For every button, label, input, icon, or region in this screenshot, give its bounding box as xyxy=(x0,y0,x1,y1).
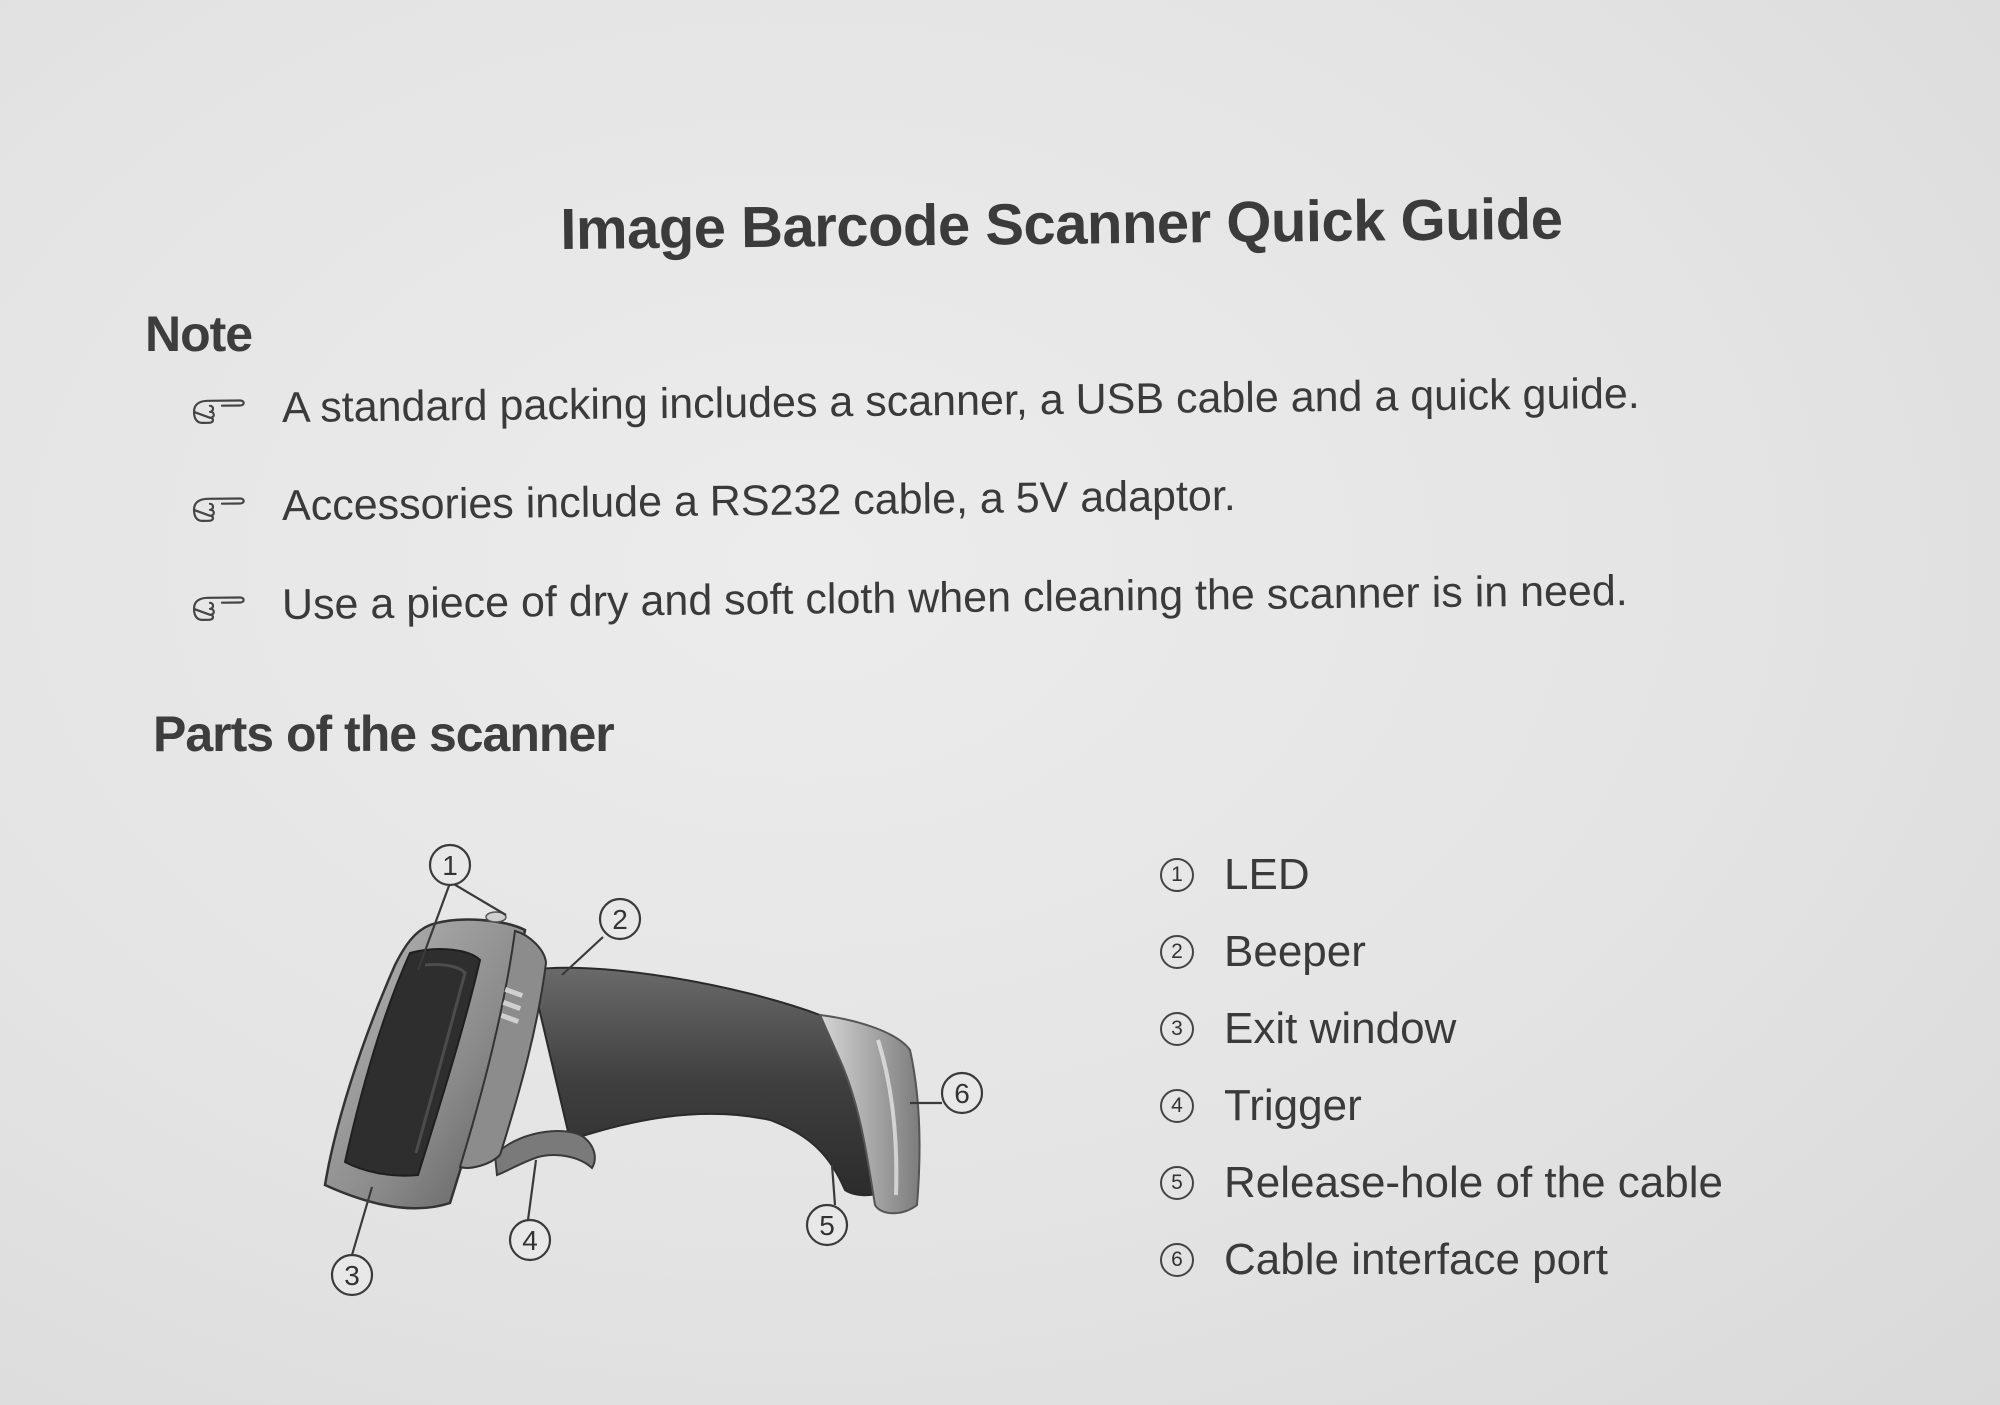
legend-number: 2 xyxy=(1160,935,1194,969)
note-item xyxy=(190,472,1236,532)
parts-heading: Parts of the scanner xyxy=(153,706,614,762)
callout xyxy=(807,1205,847,1245)
legend-label: Exit window xyxy=(1224,1004,1457,1053)
callout xyxy=(430,845,470,885)
pointing-hand-icon xyxy=(190,489,250,526)
callout-number: 3 xyxy=(344,1260,360,1291)
callout-number: 5 xyxy=(819,1210,835,1241)
legend-number: 3 xyxy=(1160,1012,1194,1046)
legend-label: LED xyxy=(1224,850,1310,899)
legend-label: Beeper xyxy=(1224,927,1366,976)
scanner-diagram xyxy=(300,835,1060,1315)
legend-label: Release-hole of the cable xyxy=(1224,1158,1723,1207)
note-heading: Note xyxy=(145,306,253,362)
pointing-hand-icon xyxy=(190,588,250,625)
legend-number: 4 xyxy=(1160,1089,1194,1123)
callout xyxy=(942,1073,982,1113)
callout xyxy=(510,1220,550,1260)
note-text: A standard packing includes a scanner, a USB cable and a quick guide. xyxy=(281,369,1640,433)
legend-label: Cable interface port xyxy=(1224,1235,1608,1284)
note-text: Accessories include a RS232 cable, a 5V adaptor. xyxy=(281,472,1236,531)
callout-number: 2 xyxy=(612,904,628,935)
note-item xyxy=(190,567,1628,631)
legend-item-exit-window xyxy=(1160,1004,1456,1054)
legend-number: 5 xyxy=(1160,1166,1194,1200)
legend-label: Trigger xyxy=(1224,1081,1362,1130)
pointing-hand-icon xyxy=(190,391,250,428)
legend-item-cable-port xyxy=(1160,1235,1608,1285)
callout xyxy=(600,899,640,939)
callout-number: 6 xyxy=(954,1078,970,1109)
legend-item-beeper xyxy=(1160,927,1366,977)
legend-item-release-hole xyxy=(1160,1158,1723,1208)
callout-number: 4 xyxy=(522,1225,538,1256)
page-title: Image Barcode Scanner Quick Guide xyxy=(560,186,1563,262)
legend-item-trigger xyxy=(1160,1081,1362,1131)
scanner-image xyxy=(325,912,920,1213)
callout-number: 1 xyxy=(442,850,458,881)
callout xyxy=(332,1255,372,1295)
note-text: Use a piece of dry and soft cloth when cleaning the scanner is in need. xyxy=(281,566,1628,630)
legend-item-led xyxy=(1160,850,1310,900)
legend-number: 6 xyxy=(1160,1243,1194,1277)
note-item xyxy=(190,370,1640,434)
legend-number: 1 xyxy=(1160,858,1194,892)
